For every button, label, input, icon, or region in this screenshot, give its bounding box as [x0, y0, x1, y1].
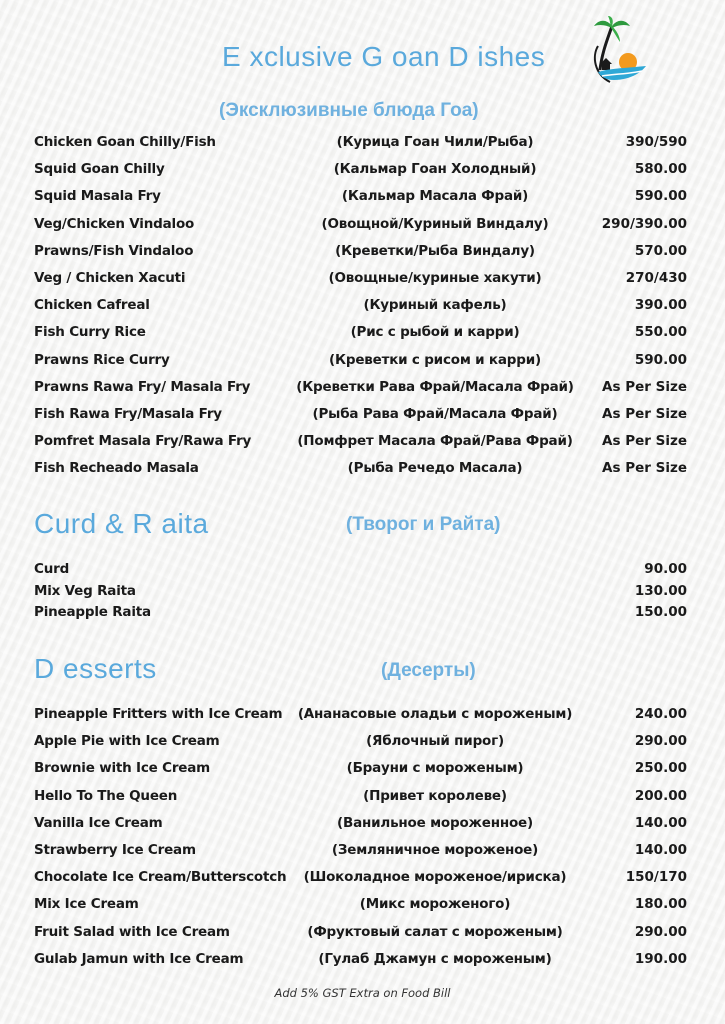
dish-name-russian: (Креветки с рисом и карри) — [329, 351, 541, 368]
menu-item-row — [34, 840, 687, 860]
menu-item-row — [34, 214, 687, 234]
dish-name: Mix Veg Raita — [34, 582, 136, 599]
dish-price: 590.00 — [634, 351, 687, 368]
menu-item-row — [34, 377, 687, 397]
menu-item-row — [34, 731, 687, 751]
menu-item-row — [34, 581, 687, 601]
dish-name: Chicken Goan Chilly/Fish — [34, 134, 216, 150]
menu-item-row — [34, 813, 687, 833]
dish-name-russian: (Земляничное мороженое) — [331, 842, 539, 858]
dish-name-russian: (Гулаб Джамун с мороженым) — [318, 950, 552, 967]
dish-price: 150/170 — [625, 869, 687, 886]
dish-price: As Per Size — [602, 460, 687, 477]
menu-item-row — [34, 350, 687, 370]
dish-name: Strawberry Ice Cream — [34, 842, 196, 858]
menu-item-row — [34, 295, 687, 315]
dish-name-russian: (Кальмар Гоан Холодный) — [333, 161, 537, 178]
dish-price: 140.00 — [634, 814, 687, 831]
dish-name: Brownie with Ice Cream — [34, 760, 211, 777]
dish-price: 580.00 — [634, 161, 687, 178]
dish-name: Veg/Chicken Vindaloo — [34, 215, 195, 232]
dish-name-russian: (Кальмар Масала Фрай) — [341, 188, 529, 205]
dish-name: Vanilla Ice Cream — [34, 814, 163, 831]
gst-footer-note: Add 5% GST Extra on Food Bill — [274, 986, 451, 1000]
dish-price: 180.00 — [634, 896, 687, 913]
dish-name: Pomfret Masala Fry/Rawa Fry — [34, 433, 252, 450]
dish-name-russian: (Куриный кафель) — [363, 297, 507, 314]
dish-name-russian: (Рыба Речедо Масала) — [347, 460, 523, 477]
menu-item-row — [34, 786, 687, 806]
dish-price: 290.00 — [634, 733, 687, 750]
dish-name: Fruit Salad with Ice Cream — [34, 923, 230, 940]
dish-price: 390.00 — [634, 297, 687, 314]
dish-name: Pineapple Raita — [34, 604, 151, 620]
dish-name-russian: (Рыба Рава Фрай/Масала Фрай) — [312, 406, 558, 422]
dish-price: 250.00 — [634, 760, 687, 777]
dish-name-russian: (Микс мороженого) — [359, 896, 511, 913]
dish-price: 150.00 — [634, 604, 687, 620]
dish-price: 390/590 — [625, 134, 687, 150]
section-title-curd: Curd & R aita — [34, 508, 209, 539]
menu-item-row — [34, 241, 687, 261]
dish-name-russian: (Брауни с мороженым) — [346, 760, 524, 777]
dish-name: Pineapple Fritters with Ice Cream — [34, 706, 283, 722]
dish-name: Prawns Rice Curry — [34, 351, 170, 368]
dish-name-russian: (Шоколадное мороженое/ириска) — [303, 869, 567, 886]
dish-price: 190.00 — [634, 950, 687, 967]
page-title: E xclusive G oan D ishes — [222, 41, 546, 72]
dish-name-russian: (Ананасовые оладьи с мороженым) — [297, 706, 573, 722]
menu-item-row — [34, 404, 687, 424]
menu-item-row — [34, 602, 687, 622]
menu-item-row — [34, 894, 687, 914]
dish-price: 130.00 — [634, 582, 687, 599]
dish-name: Squid Goan Chilly — [34, 161, 165, 178]
dish-price: 550.00 — [634, 324, 687, 341]
menu-item-row — [34, 186, 687, 206]
dish-name: Fish Curry Rice — [34, 324, 146, 341]
menu-item-row — [34, 758, 687, 778]
dish-name-russian: (Креветки Рава Фрай/Масала Фрай) — [296, 378, 574, 395]
section-subtitle-goan: (Эксклюзивные блюда Гоа) — [219, 100, 479, 121]
dish-name-russian: (Курица Гоан Чили/Рыба) — [336, 134, 534, 150]
dish-name: Chicken Cafreal — [34, 297, 150, 314]
menu-item-row — [34, 949, 687, 969]
dish-name: Fish Rawa Fry/Masala Fry — [34, 406, 222, 422]
menu-item-row — [34, 268, 687, 288]
dish-price: 140.00 — [634, 842, 687, 858]
dish-price: 200.00 — [634, 787, 687, 804]
menu-item-row — [34, 132, 687, 152]
dish-price: As Per Size — [602, 406, 687, 422]
dish-name: Veg / Chicken Xacuti — [34, 270, 186, 286]
menu-item-row — [34, 559, 687, 579]
dish-name: Mix Ice Cream — [34, 896, 139, 913]
dish-name-russian: (Помфрет Масала Фрай/Рава Фрай) — [297, 433, 573, 450]
dish-name: Squid Masala Fry — [34, 188, 161, 205]
dish-name: Prawns/Fish Vindaloo — [34, 242, 194, 259]
menu-item-row — [34, 704, 687, 724]
dish-price: 570.00 — [634, 242, 687, 259]
section-subtitle-curd: (Творог и Райта) — [346, 514, 501, 535]
menu-item-row — [34, 922, 687, 942]
dish-price: 290/390.00 — [601, 215, 687, 232]
dish-name: Gulab Jamun with Ice Cream — [34, 950, 244, 967]
menu-item-row — [34, 159, 687, 179]
menu-item-row — [34, 867, 687, 887]
dish-price: As Per Size — [602, 433, 687, 450]
dish-name: Curd — [34, 561, 70, 577]
dish-price: 290.00 — [634, 923, 687, 940]
dish-price: 590.00 — [634, 188, 687, 205]
menu-item-row — [34, 431, 687, 451]
beach-island-logo-icon — [588, 16, 652, 88]
dish-name-russian: (Ванильное мороженное) — [337, 814, 533, 831]
dish-price: 240.00 — [634, 706, 687, 722]
dish-name-russian: (Овощные/куриные хакути) — [328, 270, 542, 286]
menu-item-row — [34, 458, 687, 478]
section-title-desserts: D esserts — [34, 653, 157, 684]
dish-name: Apple Pie with Ice Cream — [34, 733, 220, 750]
dish-name: Chocolate Ice Cream/Butterscotch — [34, 869, 287, 886]
dish-name-russian: (Овощной/Куриный Виндалу) — [321, 215, 549, 232]
dish-name-russian: (Креветки/Рыба Виндалу) — [335, 242, 535, 259]
menu-item-row — [34, 322, 687, 342]
dish-price: 90.00 — [644, 561, 687, 577]
dish-name: Fish Recheado Masala — [34, 460, 199, 477]
dish-price: As Per Size — [602, 378, 687, 395]
dish-name: Prawns Rawa Fry/ Masala Fry — [34, 378, 251, 395]
dish-name: Hello To The Queen — [34, 787, 178, 804]
dish-name-russian: (Фруктовый салат с мороженым) — [307, 923, 563, 940]
dish-name-russian: (Рис с рыбой и карри) — [350, 324, 520, 341]
dish-name-russian: (Яблочный пирог) — [366, 733, 504, 750]
dish-price: 270/430 — [625, 270, 687, 286]
dish-name-russian: (Привет королеве) — [363, 787, 507, 804]
section-subtitle-desserts: (Десерты) — [381, 660, 476, 681]
